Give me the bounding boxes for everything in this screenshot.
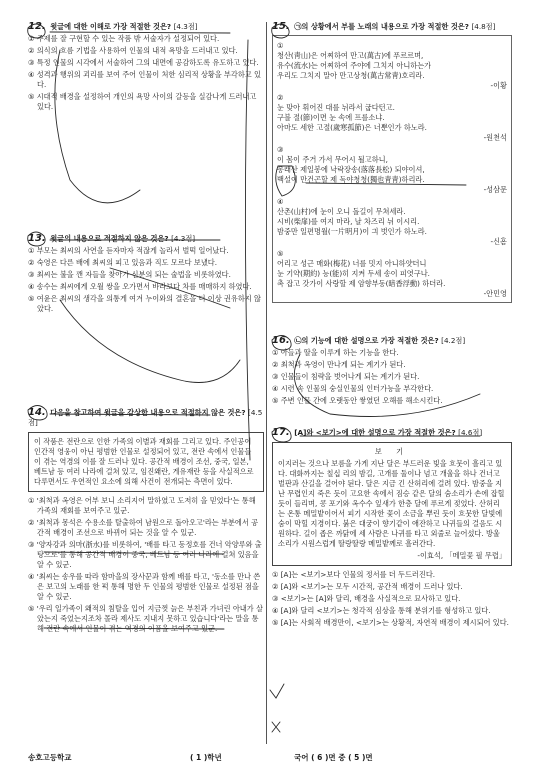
option-2[interactable]: ② 의식의 흐름 기법을 사용하여 인물의 내적 욕망을 드러내고 있다. bbox=[28, 46, 238, 55]
points: [4.8점] bbox=[471, 22, 496, 31]
option-4[interactable]: ④ 송수는 최씨에게 오월 쌍을 오가면서 바라보다 차를 매매하지 하였다. bbox=[28, 282, 252, 291]
question-17 bbox=[272, 428, 512, 628]
question-14 bbox=[28, 408, 264, 634]
option-2[interactable]: ② '최척과 몽석은 수용소를 탈출하여 남원으로 돌아오고'라는 부분에서 공간적 배경이 조선으로 바뀌어 되는 것을 알 수 있군. bbox=[28, 518, 259, 537]
option-label: ① bbox=[277, 41, 284, 50]
option-label: ④ bbox=[277, 197, 284, 206]
points: [4.3점] bbox=[173, 22, 198, 31]
page-footer bbox=[28, 752, 514, 766]
pen-check-q17-opt2 bbox=[270, 684, 284, 698]
prompt-text: [A]와 <보기>에 대한 설명으로 가장 적절한 것은? bbox=[294, 428, 456, 437]
option-4[interactable]: ④ '최씨는 송우를 따라 함마을의 장사꾼과 함께 배를 타고, '동소를 만나 쓴은 보고의 노래를 한 퍽 통해 명한 두 인물의 평범한 인물로 설정된 점을 알 수 있군. bbox=[28, 572, 261, 601]
option-5[interactable]: ⑤ 주변 인물 간에 오랫동안 쌓였던 오해를 해소시킨다. bbox=[272, 396, 443, 405]
bogi-box bbox=[272, 442, 512, 566]
question-number: 16. bbox=[272, 335, 290, 346]
poem-line: 유수(流水)는 어찌하여 주야에 그치지 아니하는가 bbox=[277, 61, 432, 70]
points: [4.2점] bbox=[441, 336, 466, 345]
question-13 bbox=[28, 234, 264, 314]
poem-line: 눈 맞아 휘어진 대를 뉘라서 굽다턴고. bbox=[277, 103, 395, 112]
bogi-text: 이지러는 것으나 보름을 가게 지난 달은 부드러운 빛을 흐뭇이 흘리고 있다. 대화까지는 칠십 리의 밤길, 고개를 둘이나 넘고 개울을 하나 건너고 벌판과 산길을 걸어야 된다. 달은 지금 긴 산허리에 걸려 있다. 밤중을 지난 무렵인지 죽은 듯이 고요한 속에서 짐승 같은 달의 숨소리가 손에 잡힐 듯이 들리며, 콩 포기와 옥수수 잎새가 한층 달에 푸르게 젖었다. 산허리는 온통 메밀밭이어서 피기 시작한 꽃이 소금을 뿌린 듯이 흐뭇한 달빛에 숨이 막힐 지경이다. 붉은 대궁이 향기같이 애잔하고 나귀들의 걸음도 시원하다. 길이 좁은 까닭에 세 사람은 나귀를 타고 외줄로 늘어섰다. 방울 소리가 시원스럽게 딸랑딸랑 메밀밭께로 흘러간다. bbox=[278, 459, 505, 548]
question-16-prompt bbox=[272, 336, 512, 346]
option-5[interactable]: ⑤ 여윤은 최씨의 생각을 의통게 여겨 누이와의 결혼을 더 이상 권유하지 않았다. bbox=[28, 294, 261, 313]
page-indicator: 국어 ( 6 )면 중 ( 5 )면 bbox=[294, 753, 373, 762]
option-3[interactable]: ③ 최씨는 불을 깬 자들을 찾아가 신분의 되는 술법을 비롯하였다. bbox=[28, 270, 231, 279]
prompt-text: 다음을 참고하여 윗글을 감상한 내용으로 적절하지 않은 것은? bbox=[50, 408, 246, 417]
prompt-text: 윗글에 대한 이해로 가장 적절한 것은? bbox=[50, 22, 172, 31]
question-number: 15. bbox=[272, 21, 290, 32]
prompt-text: 윗글의 내용으로 적절하지 않은 것은? bbox=[50, 234, 169, 243]
question-17-prompt bbox=[272, 428, 512, 438]
option-3[interactable]: ③ 인물들이 침략을 벗어나게 되는 계기가 된다. bbox=[272, 372, 420, 381]
points: [4.6점] bbox=[458, 428, 483, 437]
poem-line: 아마도 세한 고절(歲寒孤節)은 너뿐인가 하노라. bbox=[277, 123, 427, 132]
school-name: 송호고등학교 bbox=[28, 753, 72, 762]
poem-line: 구블 절(節)이면 눈 속에 프를소냐. bbox=[277, 113, 385, 122]
question-number: 12. bbox=[28, 21, 46, 32]
option-label: ⑤ bbox=[277, 249, 284, 258]
option-3[interactable]: ③ 특정 인물의 시각에서 서술하여 그의 내면에 공감하도록 유도하고 있다. bbox=[28, 58, 259, 67]
prompt-text: ㉠의 상황에서 부를 노래의 내용으로 가장 적절한 것은? bbox=[294, 22, 469, 31]
poem-line: 산촌(山村)에 눈이 오니 돌길이 무쳐세라. bbox=[277, 207, 406, 216]
reference-passage: 이 작품은 전란으로 인한 가족의 이별과 재회를 그리고 있다. 주인공이 인간적 영웅이 아닌 평범한 인물로 설정되어 있고, 전란 속에서 인물들이 겪는 역경의 이를 잘 드러나 있다. 공간적 배경이 조선, 중국, 일본, 베트남 등 여러 나라에 걸쳐 있고, 임진왜란, 게유재란 등을 사실적으로 다루면서도 우연적인 요소에 의해 사건이 전개되는 측면이 있다. bbox=[34, 437, 254, 486]
option-3[interactable] bbox=[277, 145, 507, 195]
poem-line: 밤중만 일편명월(一片明月)이 긔 벗인가 하노라. bbox=[277, 227, 427, 236]
poem-line: 봉래산 제일봉에 낙락장송(落落長松) 되야이셔, bbox=[277, 165, 425, 174]
prompt-text: ㉡의 기능에 대한 설명으로 가장 적절한 것은? bbox=[294, 336, 439, 345]
question-number: 17. bbox=[272, 427, 290, 438]
poem-author: -신흠 bbox=[490, 237, 507, 246]
option-4[interactable]: ④ 시련 속 인물의 숭실인물의 인터가능을 부각한다. bbox=[272, 384, 434, 393]
poem-author: -원천석 bbox=[483, 133, 507, 142]
option-3[interactable]: ③ <보기>는 [A]와 달리, 배경을 사실적으로 묘사하고 있다. bbox=[272, 594, 461, 603]
bogi-title: 보 기 bbox=[374, 447, 410, 456]
question-14-prompt bbox=[28, 408, 264, 428]
option-label: ③ bbox=[277, 145, 284, 154]
bogi-source: -이효석, 「메밀꽃 필 무렵」 bbox=[417, 551, 506, 560]
option-2[interactable]: ② 숙영은 다른 배에 최씨의 피고 있음과 직도 모르다 보냈다. bbox=[28, 258, 217, 267]
option-4[interactable]: ④ [A]와 달리 <보기>는 청각적 심상을 통해 분위기를 형성하고 있다. bbox=[272, 606, 491, 615]
option-5[interactable]: ⑤ '우리 일가족이 왜적의 침탈을 입어 지금껏 늙은 부친과 가녀린 아내가 살았는지 죽었는지조차 몰라 제사도 지내지 못하고 있습니다'라는 말을 통해 전란 속에서 인물이 겪는 역경의 이픔을 보여주고 있군. bbox=[28, 604, 263, 633]
poem-line: 백설이 만건곤할 제 독야청청(獨也靑靑)하리라. bbox=[277, 175, 425, 184]
question-15 bbox=[272, 22, 512, 303]
poem-author: -이황 bbox=[490, 81, 507, 90]
question-12 bbox=[28, 22, 264, 112]
poem-author: -성삼문 bbox=[483, 185, 507, 194]
reference-passage-box bbox=[28, 432, 264, 492]
option-2[interactable]: ② [A]와 <보기>는 모두 시간적, 공간적 배경이 드러나 있다. bbox=[272, 582, 463, 591]
points: [4.5점] bbox=[28, 408, 263, 427]
poem-line: 우리도 그치지 말아 만고상청(萬古常靑)호리라. bbox=[277, 71, 425, 80]
poem-line: 눈 기약(期約) 능(能)히 지켜 두세 송이 피엿구나. bbox=[277, 269, 430, 278]
points: [4.3점] bbox=[171, 234, 196, 243]
option-5[interactable]: ⑤ [A]는 사회적 배경만이, <보기>는 상황적, 자연적 배경이 제시되어 있다. bbox=[272, 618, 509, 627]
option-1[interactable]: ① 주제를 잘 구현할 수 있는 작품 밖 서술자가 설정되어 있다. bbox=[28, 34, 220, 43]
option-2[interactable]: ② 최척과 옥영이 만나게 되는 계기가 된다. bbox=[272, 360, 406, 369]
option-label: ② bbox=[277, 93, 284, 102]
poem-line: 시비(柴扉)를 여지 마라, 날 차즈리 뉘 이시리. bbox=[277, 217, 420, 226]
option-1[interactable]: ① 아들과 딸을 이루게 하는 기능을 한다. bbox=[272, 348, 399, 357]
poem-line: 어리고 성근 매화(梅花) 너를 밋지 아니하얏더니 bbox=[277, 259, 427, 268]
option-1[interactable]: ① '최척과 옥영은 어부 보니 소리지어 말하였고 도저히 을 믿었다'는 통해 가족의 재회를 보여주고 있군. bbox=[28, 496, 256, 515]
pen-cross-q17-opt5 bbox=[272, 722, 280, 732]
poem-options-box bbox=[272, 35, 512, 303]
option-5[interactable]: ⑤ 시대적 배경을 설정하여 개인의 욕망 사이의 갈등을 실감나게 드러내고 있다. bbox=[28, 92, 257, 111]
poem-author: -안민영 bbox=[483, 289, 507, 298]
option-4[interactable] bbox=[277, 197, 507, 247]
poem-line: 청산(靑山)은 어찌하여 만고(萬古)에 푸르르며, bbox=[277, 51, 424, 60]
option-2[interactable] bbox=[277, 93, 507, 143]
poem-line: 촉 잡고 갓가이 사랑할 제 암향부동(暗香浮動) 하더라. bbox=[277, 279, 446, 288]
question-number: 14. bbox=[28, 407, 46, 418]
question-12-prompt bbox=[28, 22, 264, 32]
grade-label: ( 1 )학년 bbox=[190, 753, 222, 762]
option-5[interactable] bbox=[277, 249, 507, 299]
option-4[interactable]: ④ 성격과 행위의 괴리를 보여 주어 인물이 처한 심리적 상황을 부각하고 있다. bbox=[28, 70, 261, 89]
column-divider bbox=[266, 22, 267, 744]
poem-line: 이 몸이 주거 가서 무어시 될고하니, bbox=[277, 155, 388, 164]
question-number: 13. bbox=[28, 233, 46, 244]
option-1[interactable]: ① [A]는 <보기>보다 인물의 정서를 더 두드러진다. bbox=[272, 570, 436, 579]
question-15-prompt bbox=[272, 22, 512, 32]
option-3[interactable]: ③ '양자강과 의마(浙水)를 비롯하여, '배를 타고 동정호를 건너 악양루와 출탕으로'를 통해 공간적 배경이 중국, 베트남 등 여러 나라에 걸쳐 있음을 알 수 있군. bbox=[28, 540, 262, 569]
option-1[interactable] bbox=[277, 41, 507, 91]
question-16 bbox=[272, 336, 512, 406]
option-1[interactable]: ① 부모는 최씨의 사연을 듣자마자 적잖게 놀라서 벌떡 일어났다. bbox=[28, 246, 229, 255]
question-13-prompt bbox=[28, 234, 264, 244]
